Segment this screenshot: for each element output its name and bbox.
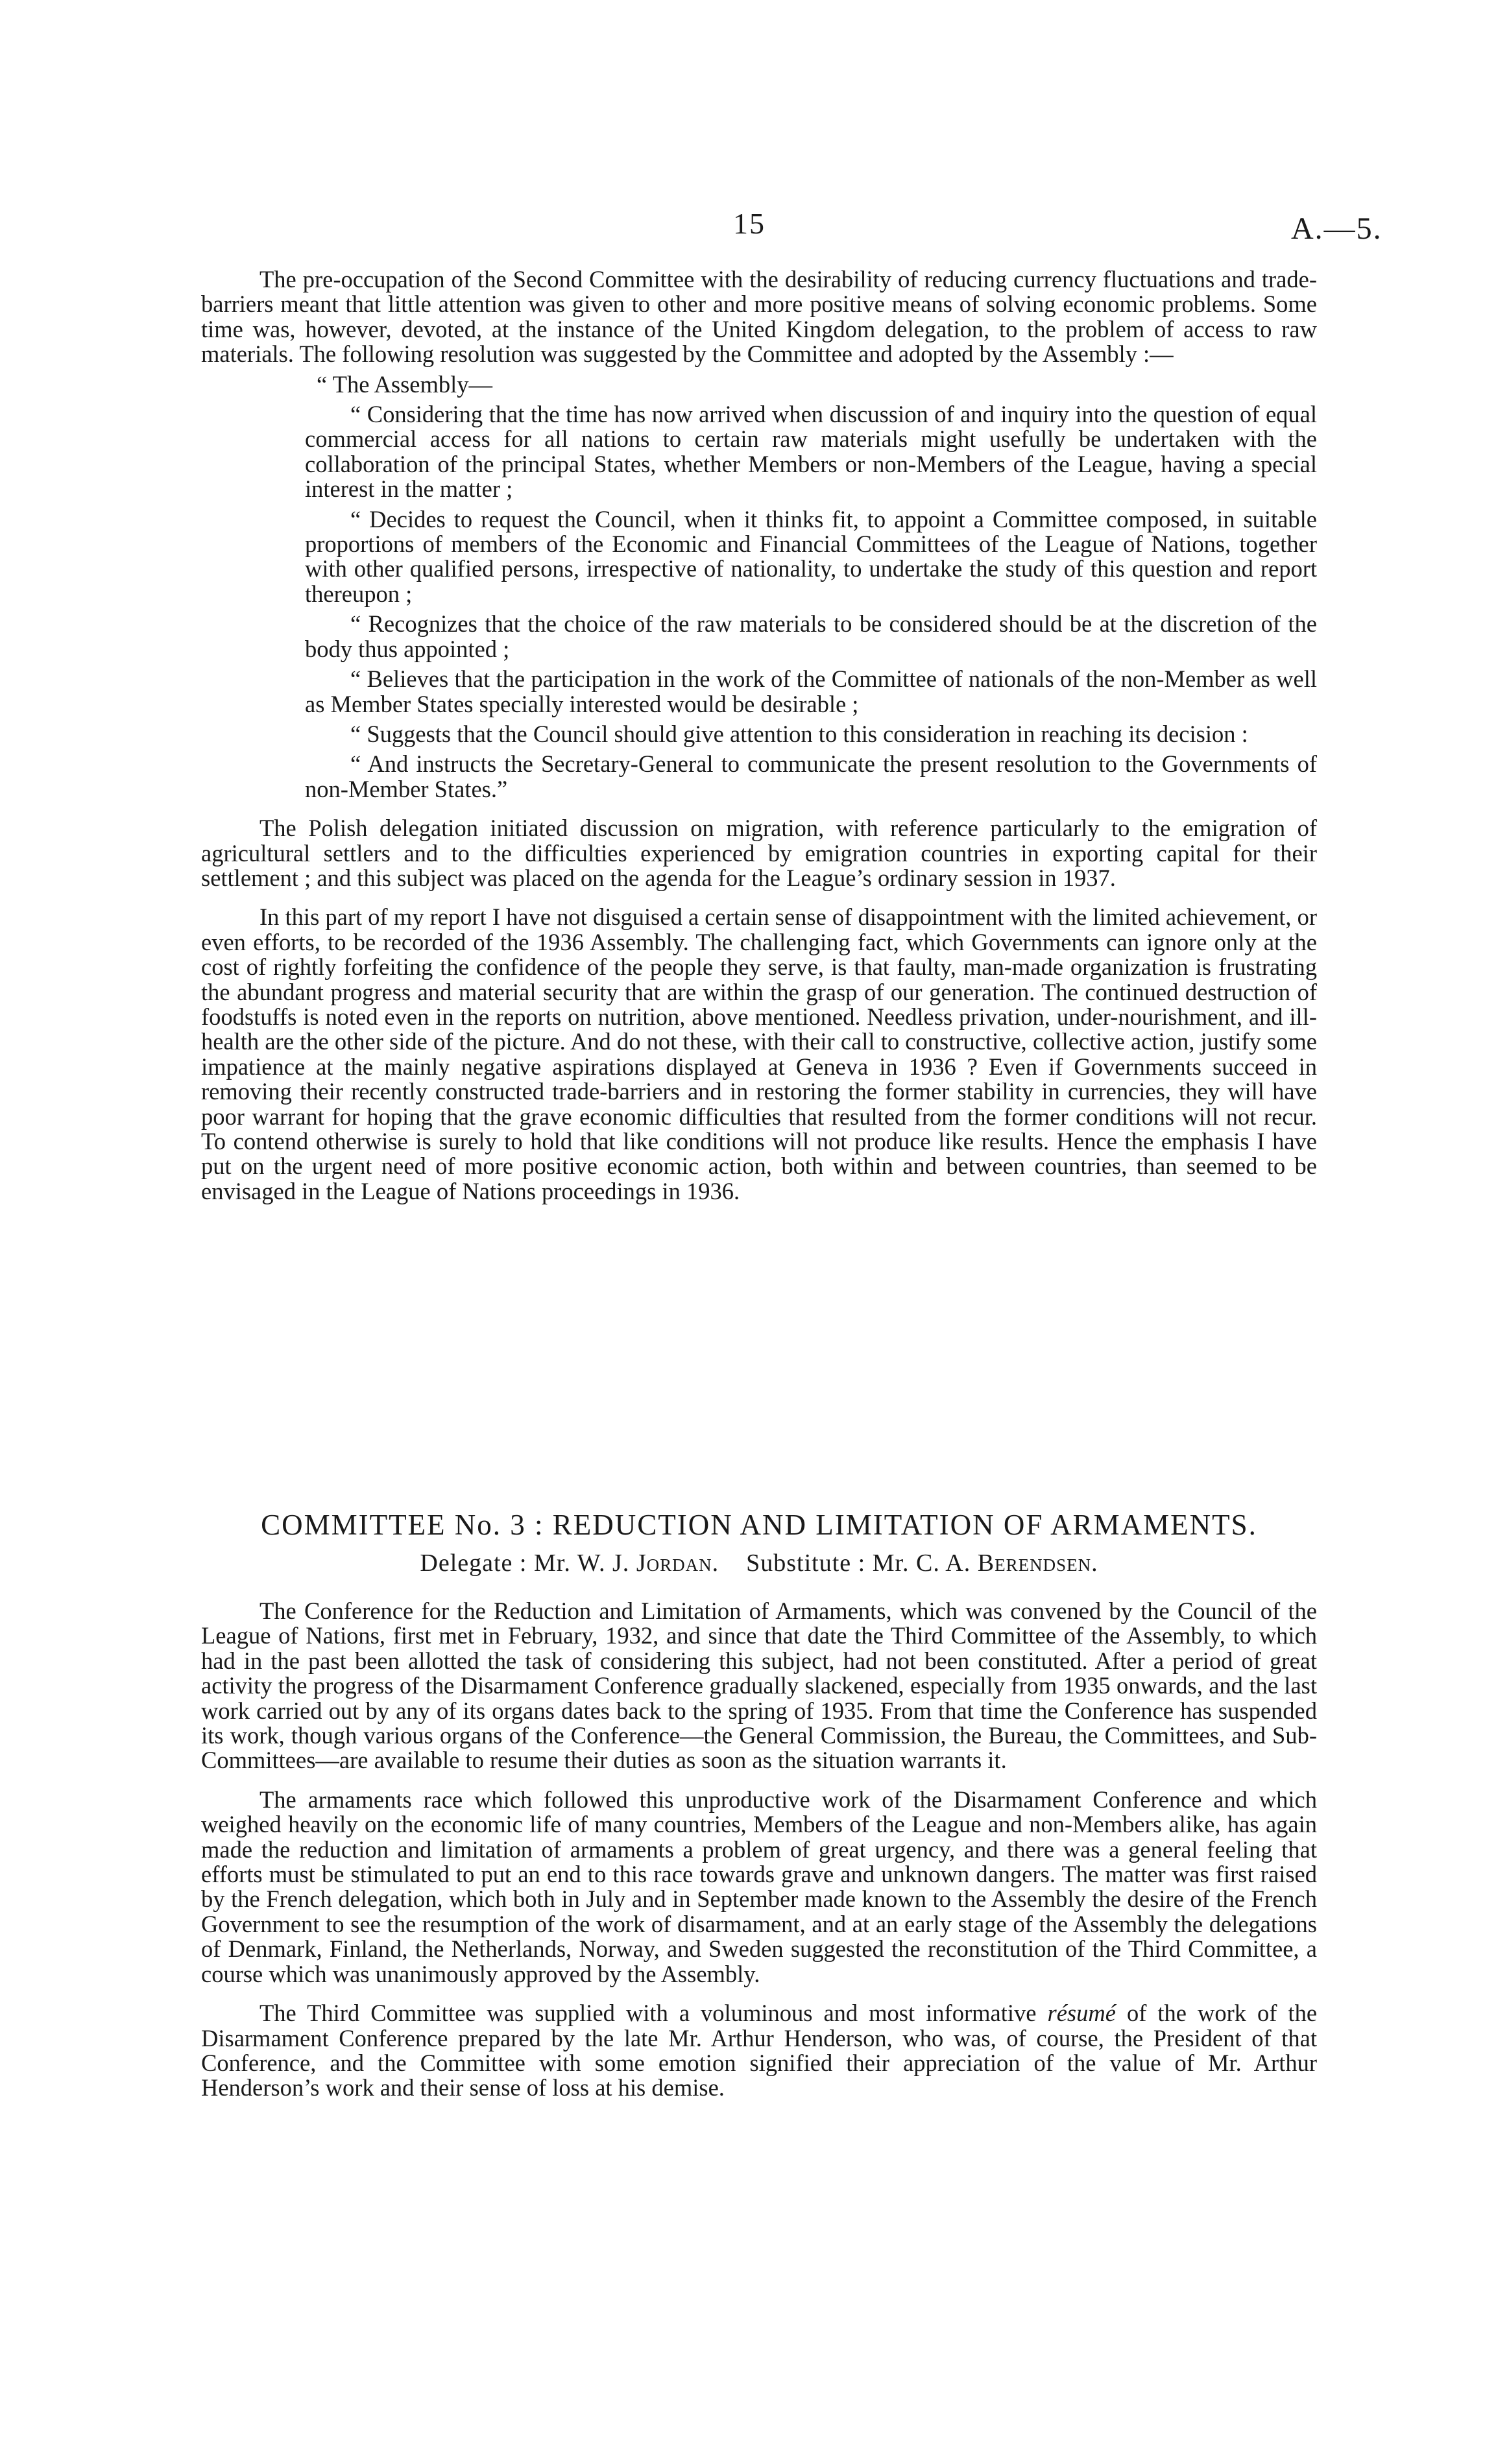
substitute-surname: Berendsen (977, 1549, 1092, 1577)
delegate-surname: Jordan (636, 1549, 712, 1577)
resume-italic: résumé (1047, 2000, 1116, 2027)
resolution-clause: “ Considering that the time has now arrived when discussion of and inquiry into the question of equal commercial access for all nations to certain raw materials might usefully be undertaken with the collaboration of the principal States, whether Members or non-Members of the League, having a special interest in the matter ; (305, 401, 1317, 503)
delegate-name-prefix: Mr. W. J. (533, 1549, 630, 1577)
conference-paragraph: The Conference for the Reduction and Limitation of Armaments, which was convened by the Council of the League of Nations, first met in February, 1932, and since that date the Third Committee of the Assembly, to which had in the past been allotted the task of considering this subject, had not been constituted. After a period of great activity the progress of the Disarmament Conference gradually slackened, especially from 1935 onwards, and the last work carried out by any of its organs dates back to the spring of 1935. From that time the Conference has suspended its work, though various organs of the Conference—the General Commission, the Bureau, the Committees, and Sub-Committees—are available to resume their duties as soon as the situation warrants it. (201, 1597, 1317, 1774)
resolution-clause: “ Decides to request the Council, when it thinks fit, to appoint a Committee composed, in suitable proportions of members of the Economic and Financial Committees of the League of Nations, together with other qualified persons, irrespective of nationality, to undertake the study of this question and report thereupon ; (305, 505, 1317, 607)
henderson-text-after: of the work of the Disarmament Conference prepared by the late Mr. Arthur Henderson, who was, of course, the President of that Conference, and the Committee with some emotion signified their appreciation of the value of Mr. Arthur Henderson’s work and their sense of loss at his demise. (201, 2000, 1318, 2101)
armaments-race-paragraph: The armaments race which followed this unproductive work of the Disarmament Conference and which weighed heavily on the economic life of many countries, Members of the League and non-Members alike, has again made the reduction and limitation of armaments a problem of great urgency, and there was a general feeling that efforts must be stimulated to put an end to this race towards grave and unknown dangers. The matter was first raised by the French delegation, which both in July and in September made known to the Assembly the desire of the French Government to see the resumption of the work of disarmament, and at an early stage of the Assembly the delegations of Denmark, Finland, the Netherlands, Norway, and Sweden suggested the reconstitution of the Third Committee, a course which was unanimously approved by the Assembly. (201, 1786, 1317, 1987)
henderson-text-before: The Third Committee was supplied with a voluminous and most informative (260, 2000, 1037, 2027)
polish-delegation-paragraph: The Polish delegation initiated discussion on migration, with reference particularly to the emigration of agricultural settlers and to the difficulties experienced by emigration countries in exporting capital for their settlement ; and this subject was placed on the agenda for the League’s ordinary session in 1937. (201, 815, 1317, 891)
substitute-name-prefix: Mr. C. A. (872, 1549, 971, 1577)
delegate-line: Delegate : Mr. W. J. Jordan. Substitute : Mr. C. A. Berendsen. (420, 1549, 1098, 1577)
henderson-paragraph (201, 2001, 1317, 2101)
resolution-clause: “ And instructs the Secretary-General to communicate the present resolution to the Governments of non-Member States.” (305, 750, 1317, 802)
intro-paragraph: The pre-occupation of the Second Committee with the desirability of reducing currency fluctuations and trade-barriers meant that little attention was given to other and more positive means of solving economic problems. Some time was, however, devoted, at the instance of the United Kingdom delegation, to the problem of access to raw materials. The following resolution was suggested by the Committee and adopted by the Assembly :— (201, 266, 1317, 368)
resolution-clause: “ Believes that the participation in the work of the Committee of nationals of the non-Member as well as Member States specially interested would be desirable ; (305, 665, 1317, 717)
delegate-label: Delegate : (420, 1549, 527, 1577)
report-paragraph: In this part of my report I have not disguised a certain sense of disappointment with the limited achievement, or even efforts, to be recorded of the 1936 Assembly. The challenging fact, which Governments can ignore only at the cost of rightly forfeiting the confidence of the people they serve, is that faulty, man-made organization is frustrating the abundant progress and material security that are within the grasp of our generation. The continued destruction of foodstuffs is noted even in the reports on nutrition, above mentioned. Needless privation, under-nourishment, and ill-health are the other side of the picture. And do not these, with their call to constructive, collective action, justify some impatience at the mainly negative aspirations displayed at Geneva in 1936 ? Even if Governments succeed in removing their recently constructed trade-barriers and in restoring the former stability in currencies, they will have poor warrant for hoping that the grave economic difficulties that resulted from the former conditions will not recur. To contend otherwise is surely to hold that like conditions will not produce like results. Hence the emphasis I have put on the urgent need of more positive economic action, both within and between countries, than seemed to be envisaged in the League of Nations proceedings in 1936. (201, 903, 1317, 1204)
resolution-opening: “ The Assembly— (317, 370, 493, 398)
resolution-clause: “ Suggests that the Council should give attention to this consideration in reaching its decision : (350, 720, 1248, 747)
top-section (201, 267, 1317, 1204)
committee-section (201, 1599, 1317, 2101)
committee-heading: COMMITTEE No. 3 : REDUCTION AND LIMITATION OF ARMAMENTS. (261, 1509, 1257, 1541)
page-number: 15 (733, 207, 766, 240)
document-reference: A.—5. (1291, 211, 1382, 246)
resolution-clause: “ Recognizes that the choice of the raw materials to be considered should be at the discretion of the body thus appointed ; (305, 610, 1317, 662)
substitute-label: Substitute : (746, 1549, 866, 1577)
